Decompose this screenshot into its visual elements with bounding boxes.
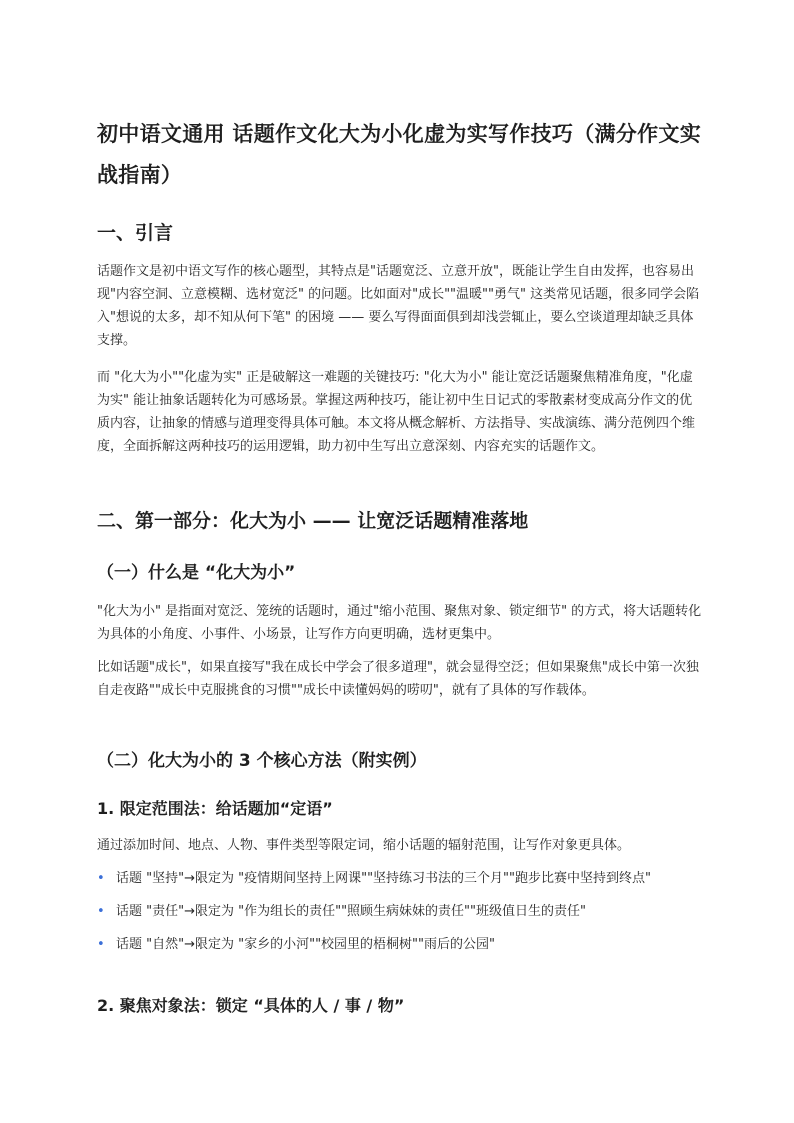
part1-sub2-heading: （二）化大为小的 3 个核心方法（附实例） [97, 751, 427, 771]
list-item-text: 话题 "坚持"→限定为 "疫情期间坚持上网课""坚持练习书法的三个月""跑步比赛中坚持到终点" [116, 871, 651, 886]
part1-sub1-paragraph-2: 比如话题"成长"，如果直接写"我在成长中学会了很多道理"，就会显得空泛；但如果聚焦"成长中第一次独自走夜路""成长中克服挑食的习惯""成长中读懂妈妈的唠叨"，就有了具体的写作载体。 [97, 660, 699, 698]
intro-heading: 一、引言 [97, 222, 174, 244]
bullet-dot-icon: • [97, 937, 105, 952]
bullet-dot-icon: • [97, 871, 105, 886]
list-item [97, 900, 703, 923]
part1-sub1-paragraph-1: "化大为小" 是指面对宽泛、笼统的话题时，通过"缩小范围、聚焦对象、锁定细节" 的方式，将大话题转化为具体的小角度、小事件、小场景，让写作方向更明确，选材更集中。 [97, 604, 702, 642]
list-item [97, 933, 703, 956]
method1-paragraph: 通过添加时间、地点、人物、事件类型等限定词，缩小话题的辐射范围，让写作对象更具体。 [97, 838, 631, 853]
part1-sub1-heading: （一）什么是 “化大为小” [97, 563, 296, 583]
list-item [97, 867, 703, 890]
document-title: 初中语文通用 话题作文化大为小化虚为实写作技巧（满分作文实战指南） [97, 122, 702, 187]
bullet-dot-icon: • [97, 904, 105, 919]
method1-heading: 1. 限定范围法：给话题加“定语” [97, 799, 333, 818]
method1-bullet-list [97, 867, 703, 966]
list-item-text: 话题 "责任"→限定为 "作为组长的责任""照顾生病妹妹的责任""班级值日生的责任" [116, 904, 586, 919]
method2-heading: 2. 聚焦对象法：锁定 “具体的人 / 事 / 物” [97, 996, 405, 1015]
intro-paragraph-1: 话题作文是初中语文写作的核心题型，其特点是"话题宽泛、立意开放"，既能让学生自由发挥，也容易出现"内容空洞、立意模糊、选材宽泛" 的问题。比如面对"成长""温暖""勇气" 这类常见话题，很多同学会陷入"想说的太多，却不知从何下笔" 的困境 —— 要么写得面面俱到却浅尝辄止，要么空谈道理却缺乏具体支撑。 [97, 264, 700, 348]
intro-paragraph-2: 而 "化大为小""化虚为实" 正是破解这一难题的关键技巧: "化大为小" 能让宽泛话题聚焦精准角度，"化虚为实" 能让抽象话题转化为可感场景。掌握这两种技巧，能让初中生日记式的零散素材变成高分作文的优质内容，让抽象的情感与道理变得具体可触。本文将从概念解析、方法指导、实战演练、满分范例四个维度，全面拆解这两种技巧的运用逻辑，助力初中生写出立意深刻、内容充实的话题作文。 [97, 370, 696, 454]
list-item-text: 话题 "自然"→限定为 "家乡的小河""校园里的梧桐树""雨后的公园" [116, 937, 495, 952]
part1-heading: 二、第一部分：化大为小 —— 让宽泛话题精准落地 [97, 510, 529, 532]
